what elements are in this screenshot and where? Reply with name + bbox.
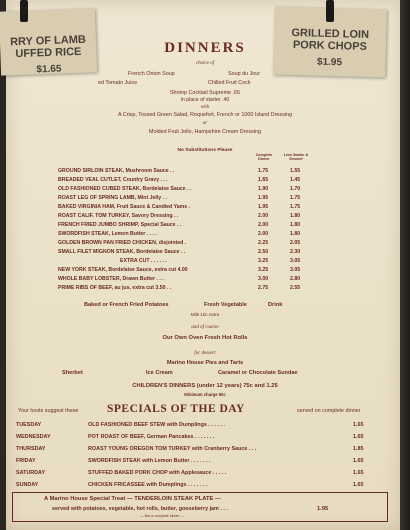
dish-name: ROAST LEG OF SPRING LAMB, Mint Jelly . .: [58, 195, 167, 201]
dish-price-less: 1.70: [290, 186, 301, 192]
specials-intro: Your hosts suggest these: [18, 408, 79, 414]
dish-name: SWORDFISH STEAK, Lemon Butter . . . .: [58, 231, 157, 237]
dish-row: [58, 204, 378, 211]
special-day: SATURDAY: [16, 470, 46, 476]
special-name: POT ROAST OF BEEF, German Pancakes . . . . . . .: [88, 434, 215, 440]
special-row: [16, 458, 376, 466]
salad-option: A Crisp, Tossed Green Salad, Roquefort, French or 1000 Island Dressing: [118, 112, 292, 118]
dish-row: [58, 231, 378, 238]
dish-price-complete: 1.95: [258, 204, 269, 210]
no-substitutions: No Substitutions Please: [177, 148, 233, 153]
dish-price-complete: 2.00: [258, 222, 269, 228]
menu-title: DINNERS: [164, 40, 246, 56]
dish-price-less: 2.05: [290, 240, 301, 246]
with-label: with: [200, 105, 210, 110]
dish-price-complete: 2.50: [258, 249, 269, 255]
dish-name: WHOLE BABY LOBSTER, Drawn Butter . . .: [58, 276, 164, 282]
binder-clip-right: [326, 0, 334, 22]
pies-tarts: Marino House Pies and Tarts: [166, 360, 244, 366]
ice-cream: Ice Cream: [146, 370, 173, 376]
column-less-starter: Less Starter & Dessert: [283, 153, 309, 161]
milk-note: Milk 10c extra: [190, 312, 220, 317]
dish-price-less: 1.80: [290, 231, 301, 237]
special-row: [16, 482, 376, 490]
dish-price-less: 2.80: [290, 276, 301, 282]
dish-price-less: 1.80: [290, 222, 301, 228]
choice-of-label: choice of: [195, 61, 215, 66]
dish-price-complete: 1.65: [258, 177, 269, 183]
note-left-line1: RRY OF LAMB: [9, 33, 87, 49]
dish-price-complete: 3.25: [258, 258, 269, 264]
not-complete-dinner-note: — Not a complete dinner —: [140, 514, 185, 518]
special-price: 1.65: [353, 470, 364, 476]
tenderloin-price: 1.95: [317, 506, 329, 512]
dish-row: [58, 168, 378, 175]
starter-fruit-cocktail: Chilled Fruit Cock: [208, 80, 251, 86]
of-course-label: and of course: [191, 325, 219, 330]
dish-price-complete: 2.75: [258, 285, 269, 291]
shrimp-cocktail: Shrimp Cocktail Supreme .65: [169, 90, 241, 96]
dish-row: [58, 177, 378, 184]
special-price: 1.65: [353, 482, 364, 488]
special-row: [16, 470, 376, 478]
dish-price-complete: 1.95: [258, 195, 269, 201]
specials-outro: served on complete dinner: [297, 408, 361, 414]
dish-price-less: 3.05: [290, 258, 301, 264]
dish-name: BAKED VIRGINIA HAM, Fruit Sauce & Candied Yams .: [58, 204, 191, 210]
dish-price-complete: 1.75: [258, 168, 269, 174]
special-name: CHICKEN FRICASSEE with Dumplings . . . . . . .: [88, 482, 208, 488]
dish-price-less: 1.45: [290, 177, 301, 183]
dish-name: OLD FASHIONED CUBED STEAK, Bordelaise Sauce . .: [58, 186, 192, 192]
starter-tomato-juice: ed Tomato Juice: [98, 80, 138, 86]
starter-soup-du-jour: Soup du Jour: [228, 71, 261, 77]
dish-row: [58, 285, 378, 292]
dish-row: [58, 222, 378, 229]
tenderloin-description: served with potatoes, vegetable, hot rolls, butter, gooseberry jam . . .: [52, 506, 228, 512]
specials-title: SPECIALS OF THE DAY: [107, 403, 245, 415]
dish-price-less: 1.75: [290, 204, 301, 210]
special-day: FRIDAY: [16, 458, 36, 464]
dish-price-less: 2.30: [290, 249, 301, 255]
special-name: ROAST YOUNG OREGON TOM TURKEY with Cranberry Sauce . . .: [88, 446, 257, 452]
special-day: THURSDAY: [16, 446, 46, 452]
shrimp-note: in place of starter .40: [180, 97, 230, 103]
binder-clip-left: [20, 0, 28, 22]
jello-option: Molded Fruit Jello, Hampshire Cream Dressing: [148, 129, 262, 135]
dish-name: SMALL FILET MIGNON STEAK, Bordelaise Sauce . .: [58, 249, 186, 255]
dish-row: [58, 186, 378, 193]
special-price: 1.85: [353, 446, 364, 452]
dish-price-less: 3.05: [290, 267, 301, 273]
dish-name: NEW YORK STEAK, Bordelaise Sauce, extra cut 4.00: [58, 267, 188, 273]
sherbet: Sherbet: [62, 370, 83, 376]
dish-price-complete: 3.25: [258, 267, 269, 273]
dish-price-complete: 2.25: [258, 240, 269, 246]
special-price: 1.65: [353, 434, 364, 440]
dish-name: GROUND SIRLOIN STEAK, Mushroom Sauce . .: [58, 168, 175, 174]
dish-price-less: 2.55: [290, 285, 301, 291]
drink-side: Drink: [268, 302, 283, 308]
dish-price-less: 1.55: [290, 168, 301, 174]
or-label: or: [202, 121, 208, 126]
special-row: [16, 446, 376, 454]
dish-row: [58, 249, 378, 256]
minimum-charge: Minimum charge 50c: [184, 392, 226, 397]
dish-row: [58, 240, 378, 247]
special-row: [16, 422, 376, 430]
note-left-line2: UFFED RICE: [15, 45, 82, 61]
dish-row: [58, 276, 378, 283]
dish-price-less: 1.80: [290, 213, 301, 219]
note-left-price: $1.65: [36, 63, 62, 76]
dish-row: [58, 195, 378, 202]
dish-row: [58, 267, 378, 274]
dish-price-complete: 2.00: [258, 231, 269, 237]
potatoes-side: Baked or French Fried Potatoes: [84, 302, 169, 308]
childrens-dinners: CHILDREN'S DINNERS (under 12 years) 75c and 1.25: [132, 383, 278, 389]
dish-price-less: 1.75: [290, 195, 301, 201]
hot-rolls: Our Own Oven Fresh Hot Rolls: [162, 335, 248, 341]
dish-price-complete: 1.90: [258, 186, 269, 192]
sundae: Caramel or Chocolate Sundae: [218, 370, 298, 376]
special-row: [16, 434, 376, 442]
dish-row: [58, 213, 378, 220]
note-right-price: $1.95: [316, 56, 343, 69]
starter-onion-soup: French Onion Soup: [128, 71, 175, 77]
special-day: TUESDAY: [16, 422, 42, 428]
special-name: STUFFED BAKED PORK CHOP with Applesauce . . . . .: [88, 470, 227, 476]
dish-row: [58, 258, 378, 265]
dish-name: BREADED VEAL CUTLET, Country Gravy . . .: [58, 177, 168, 183]
special-name: OLD FASHIONED BEEF STEW with Dumplings . . . . . .: [88, 422, 225, 428]
column-complete-dinner: Complete Dinner: [255, 153, 273, 161]
for-dessert-label: for dessert: [194, 351, 216, 356]
dish-price-complete: 2.00: [258, 213, 269, 219]
note-right-line1: GRILLED LOIN: [291, 26, 370, 42]
note-right-line2: PORK CHOPS: [292, 38, 368, 53]
dish-name: GOLDEN BROWN PAN FRIED CHICKEN, disjointed .: [58, 240, 187, 246]
vegetable-side: Fresh Vegetable: [204, 302, 247, 308]
special-day: SUNDAY: [16, 482, 39, 488]
dish-name: FRENCH FRIED JUMBO SHRIMP, Special Sauce . .: [58, 222, 182, 228]
dish-price-complete: 3.00: [258, 276, 269, 282]
special-name: SWORDFISH STEAK with Lemon Butter . . . . . . .: [88, 458, 211, 464]
dish-name: EXTRA CUT . . . . . .: [120, 258, 167, 264]
special-day: WEDNESDAY: [16, 434, 51, 440]
dish-name: ROAST CALIF. TOM TURKEY, Savory Dressing . .: [58, 213, 179, 219]
tenderloin-title: A Marino House Special Treat — TENDERLOIN STEAK PLATE —: [44, 496, 221, 502]
special-price: 1.65: [353, 422, 364, 428]
special-price: 1.65: [353, 458, 364, 464]
dish-name: PRIME RIBS OF BEEF, au jus, extra cut 3.50 . .: [58, 285, 172, 291]
dark-edge: [400, 0, 410, 530]
